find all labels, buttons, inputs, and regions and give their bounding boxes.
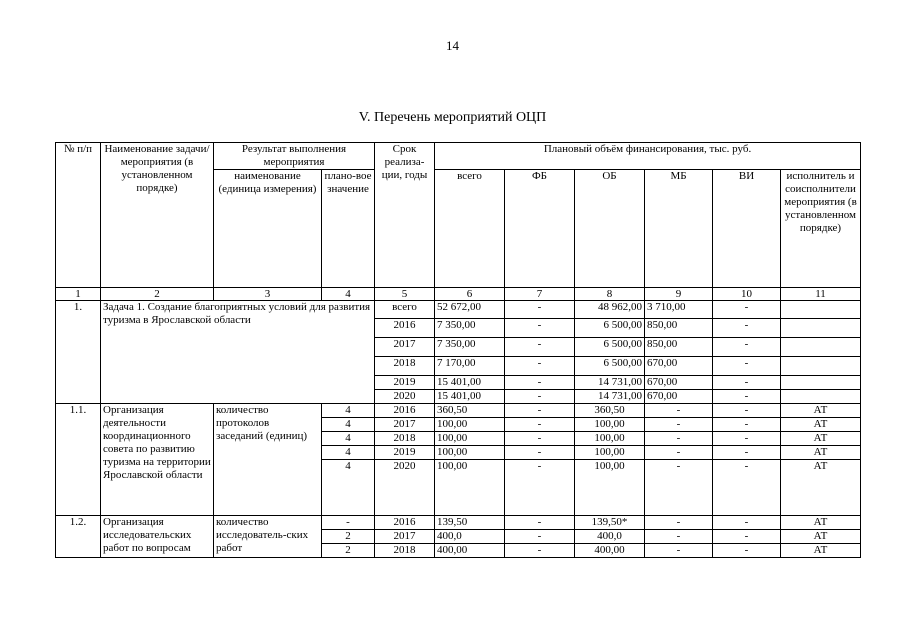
year-cell: 2017	[375, 418, 435, 432]
mb-cell: -	[645, 432, 713, 446]
table-row	[56, 516, 861, 530]
value-cell: 2	[322, 544, 375, 558]
year-cell: 2016	[375, 404, 435, 418]
year-cell: 2018	[375, 432, 435, 446]
ob-cell: 14 731,00	[575, 390, 645, 404]
header-ob: ОБ	[575, 170, 645, 288]
column-number: 4	[322, 288, 375, 301]
vi-cell: -	[713, 432, 781, 446]
column-number: 7	[505, 288, 575, 301]
executor-cell: АТ	[781, 516, 861, 530]
value-cell: 2	[322, 530, 375, 544]
ob-cell: 100,00	[575, 432, 645, 446]
column-number: 3	[214, 288, 322, 301]
year-cell: 2020	[375, 390, 435, 404]
ob-cell: 139,50*	[575, 516, 645, 530]
ob-cell: 400,0	[575, 530, 645, 544]
vi-cell: -	[713, 404, 781, 418]
header-result-value: плано-вое значение	[322, 170, 375, 288]
value-cell: 4	[322, 432, 375, 446]
vi-cell: -	[713, 530, 781, 544]
vi-cell: -	[713, 338, 781, 357]
year-cell: 2019	[375, 446, 435, 460]
mb-cell: 670,00	[645, 357, 713, 376]
header-result: Результат выполнения мероприятия	[214, 143, 375, 170]
total-cell: 15 401,00	[435, 390, 505, 404]
mb-cell: -	[645, 404, 713, 418]
mb-cell: 850,00	[645, 319, 713, 338]
mb-cell: 670,00	[645, 376, 713, 390]
value-cell: 4	[322, 446, 375, 460]
total-cell: 7 350,00	[435, 319, 505, 338]
fb-cell: -	[505, 357, 575, 376]
total-cell: 100,00	[435, 446, 505, 460]
fb-cell: -	[505, 376, 575, 390]
mb-cell: 850,00	[645, 338, 713, 357]
column-number: 8	[575, 288, 645, 301]
activities-table	[55, 142, 861, 558]
ob-cell: 400,00	[575, 544, 645, 558]
total-cell: 7 350,00	[435, 338, 505, 357]
ob-cell: 360,50	[575, 404, 645, 418]
vi-cell: -	[713, 544, 781, 558]
header-funding: Плановый объём финансирования, тыс. руб.	[435, 143, 861, 170]
total-cell: 100,00	[435, 432, 505, 446]
column-number: 1	[56, 288, 101, 301]
task1-num: 1.	[56, 301, 101, 404]
ob-cell: 6 500,00	[575, 338, 645, 357]
year-cell: 2018	[375, 357, 435, 376]
executor-cell: АТ	[781, 530, 861, 544]
mb-cell: -	[645, 544, 713, 558]
fb-cell: -	[505, 544, 575, 558]
item12-result: количество исследователь-ских работ	[214, 516, 322, 558]
column-number: 6	[435, 288, 505, 301]
fb-cell: -	[505, 432, 575, 446]
total-cell: 52 672,00	[435, 301, 505, 319]
executor-cell: АТ	[781, 432, 861, 446]
vi-cell: -	[713, 516, 781, 530]
year-cell: 2019	[375, 376, 435, 390]
header-fb: ФБ	[505, 170, 575, 288]
header-vi: ВИ	[713, 170, 781, 288]
mb-cell: -	[645, 418, 713, 432]
section-title: V. Перечень мероприятий ОЦП	[358, 110, 547, 125]
executor-cell: АТ	[781, 404, 861, 418]
column-number: 11	[781, 288, 861, 301]
year-cell: 2020	[375, 460, 435, 516]
total-cell: 7 170,00	[435, 357, 505, 376]
fb-cell: -	[505, 319, 575, 338]
fb-cell: -	[505, 530, 575, 544]
item11-name: Организация деятельности координационного совета по развитию туризма на территории Ярославской области	[101, 404, 214, 516]
value-cell: 4	[322, 460, 375, 516]
total-cell: 400,00	[435, 544, 505, 558]
fb-cell: -	[505, 516, 575, 530]
total-cell: 100,00	[435, 418, 505, 432]
fb-cell: -	[505, 301, 575, 319]
executor-cell	[781, 319, 861, 338]
vi-cell: -	[713, 301, 781, 319]
header-result-name: наименование (единица измерения)	[214, 170, 322, 288]
item12-name: Организация исследовательских работ по вопросам	[101, 516, 214, 558]
header-total: всего	[435, 170, 505, 288]
header-period: Срок реализа-ции, годы	[375, 143, 435, 288]
year-cell: 2017	[375, 530, 435, 544]
column-numbers-row	[56, 288, 861, 301]
mb-cell: 3 710,00	[645, 301, 713, 319]
vi-cell: -	[713, 376, 781, 390]
item11-num: 1.1.	[56, 404, 101, 516]
header-mb: МБ	[645, 170, 713, 288]
total-cell: 400,0	[435, 530, 505, 544]
column-number: 2	[101, 288, 214, 301]
mb-cell: -	[645, 446, 713, 460]
ob-cell: 6 500,00	[575, 357, 645, 376]
executor-cell	[781, 376, 861, 390]
year-cell: всего	[375, 301, 435, 319]
executor-cell: АТ	[781, 544, 861, 558]
ob-cell: 14 731,00	[575, 376, 645, 390]
mb-cell: -	[645, 516, 713, 530]
fb-cell: -	[505, 418, 575, 432]
total-cell: 100,00	[435, 460, 505, 516]
vi-cell: -	[713, 357, 781, 376]
total-cell: 360,50	[435, 404, 505, 418]
vi-cell: -	[713, 460, 781, 516]
ob-cell: 6 500,00	[575, 319, 645, 338]
executor-cell: АТ	[781, 460, 861, 516]
vi-cell: -	[713, 418, 781, 432]
table-row	[56, 404, 861, 418]
column-number: 10	[713, 288, 781, 301]
value-cell: 4	[322, 418, 375, 432]
vi-cell: -	[713, 390, 781, 404]
fb-cell: -	[505, 446, 575, 460]
ob-cell: 100,00	[575, 460, 645, 516]
executor-cell: АТ	[781, 446, 861, 460]
executor-cell	[781, 338, 861, 357]
executor-cell	[781, 357, 861, 376]
year-cell: 2016	[375, 516, 435, 530]
fb-cell: -	[505, 460, 575, 516]
header-num: № п/п	[56, 143, 101, 288]
column-number: 9	[645, 288, 713, 301]
year-cell: 2018	[375, 544, 435, 558]
executor-cell	[781, 390, 861, 404]
value-cell: 4	[322, 404, 375, 418]
executor-cell: АТ	[781, 418, 861, 432]
ob-cell: 100,00	[575, 446, 645, 460]
vi-cell: -	[713, 446, 781, 460]
mb-cell: -	[645, 530, 713, 544]
ob-cell: 100,00	[575, 418, 645, 432]
total-cell: 139,50	[435, 516, 505, 530]
mb-cell: -	[645, 460, 713, 516]
fb-cell: -	[505, 338, 575, 357]
item11-result: количество протоколов заседаний (единиц)	[214, 404, 322, 516]
year-cell: 2016	[375, 319, 435, 338]
vi-cell: -	[713, 319, 781, 338]
total-cell: 15 401,00	[435, 376, 505, 390]
header-executor: исполнитель и соисполнители мероприятия (в установленном порядке)	[781, 170, 861, 288]
year-cell: 2017	[375, 338, 435, 357]
header-task-name: Наименование задачи/ мероприятия (в установленном порядке)	[101, 143, 214, 288]
value-cell: -	[322, 516, 375, 530]
task1-name: Задача 1. Создание благоприятных условий для развития туризма в Ярославской области	[101, 301, 375, 404]
table-row	[56, 301, 861, 319]
page-number: 14	[446, 38, 459, 53]
fb-cell: -	[505, 404, 575, 418]
column-number: 5	[375, 288, 435, 301]
ob-cell: 48 962,00	[575, 301, 645, 319]
item12-num: 1.2.	[56, 516, 101, 558]
mb-cell: 670,00	[645, 390, 713, 404]
executor-cell	[781, 301, 861, 319]
header-row-1	[56, 143, 861, 170]
fb-cell: -	[505, 390, 575, 404]
